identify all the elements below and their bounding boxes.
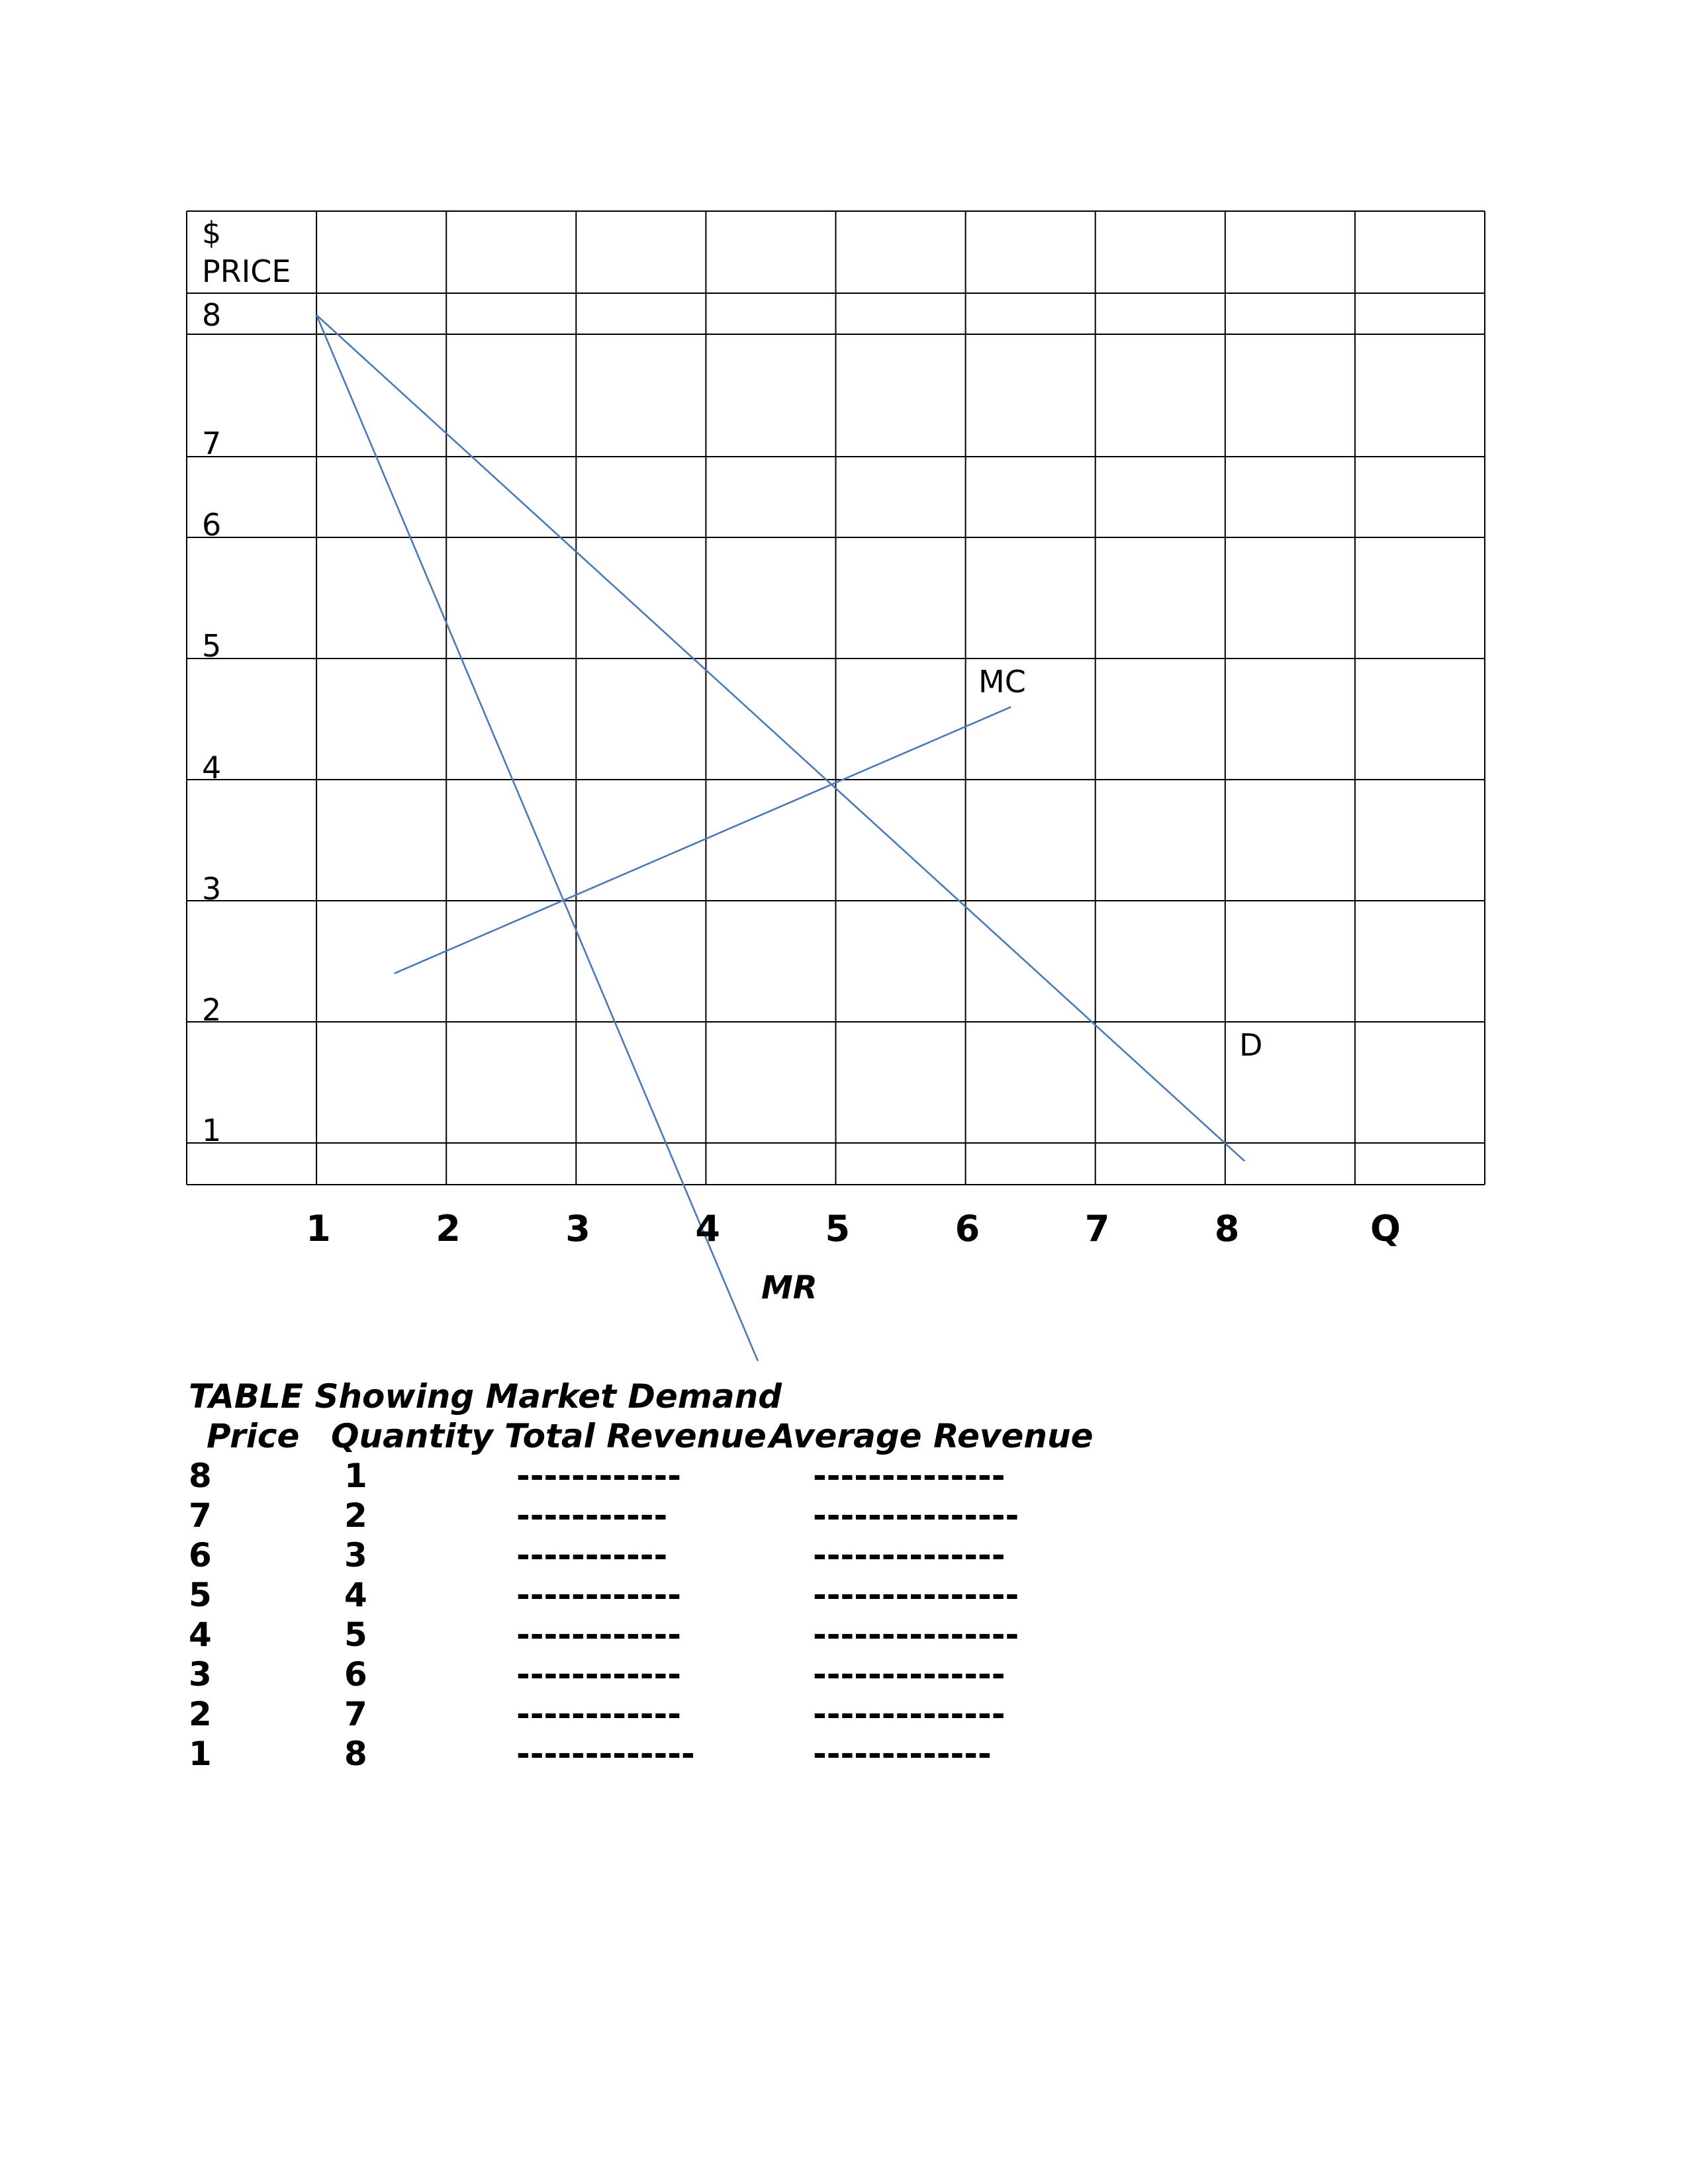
quantity-cell: 3 <box>344 1536 367 1574</box>
y-tick-label: 2 <box>202 992 222 1028</box>
mr-curve <box>316 315 758 1361</box>
y-tick-label: 5 <box>202 628 222 664</box>
quantity-column-header: Quantity <box>331 1417 493 1455</box>
total-revenue-cell: ------------ <box>516 1457 682 1495</box>
price-cell: 2 <box>189 1695 212 1733</box>
price-column-header: Price <box>207 1417 300 1455</box>
chart-curves <box>316 315 1244 1361</box>
quantity-cell: 6 <box>344 1655 367 1694</box>
x-axis-title: Q <box>1370 1208 1401 1250</box>
x-tick-label: 4 <box>695 1208 720 1250</box>
price-cell: 1 <box>189 1735 212 1773</box>
x-tick-label: 7 <box>1084 1208 1110 1250</box>
quantity-cell: 1 <box>344 1457 367 1495</box>
x-tick-label: 1 <box>306 1208 331 1250</box>
price-cell: 7 <box>189 1496 212 1535</box>
price-cell: 5 <box>189 1576 212 1614</box>
average-revenue-column-header: Average Revenue <box>769 1417 1094 1455</box>
total-revenue-cell: ------------ <box>516 1576 682 1614</box>
average-revenue-cell: --------------- <box>813 1615 1019 1654</box>
y-axis-title: PRICE <box>202 253 291 289</box>
average-revenue-cell: -------------- <box>813 1457 1006 1495</box>
total-revenue-cell: ------------- <box>516 1735 695 1773</box>
x-tick-label: 8 <box>1214 1208 1240 1250</box>
y-tick-label: 6 <box>202 507 222 543</box>
x-tick-label: 2 <box>436 1208 461 1250</box>
y-tick-label: 1 <box>202 1113 222 1148</box>
average-revenue-cell: -------------- <box>813 1536 1006 1574</box>
y-tick-label: 4 <box>202 750 222 786</box>
total-revenue-cell: ------------ <box>516 1655 682 1694</box>
price-cell: 8 <box>189 1457 212 1495</box>
average-revenue-cell: --------------- <box>813 1496 1019 1535</box>
mc-curve <box>395 707 1011 974</box>
y-tick-label: 3 <box>202 871 222 907</box>
total-revenue-cell: ------------ <box>516 1695 682 1733</box>
total-revenue-cell: ----------- <box>516 1496 668 1535</box>
quantity-cell: 2 <box>344 1496 367 1535</box>
total-revenue-cell: ----------- <box>516 1536 668 1574</box>
d-curve <box>316 315 1244 1161</box>
table-title: TABLE Showing Market Demand <box>189 1377 782 1416</box>
total-revenue-column-header: Total Revenue <box>504 1417 767 1455</box>
demand-curve-label: D <box>1239 1027 1263 1063</box>
price-cell: 3 <box>189 1655 212 1694</box>
quantity-cell: 5 <box>344 1615 367 1654</box>
price-cell: 4 <box>189 1615 212 1654</box>
quantity-cell: 4 <box>344 1576 367 1614</box>
total-revenue-cell: ------------ <box>516 1615 682 1654</box>
quantity-cell: 8 <box>344 1735 367 1773</box>
x-tick-label: 3 <box>565 1208 590 1250</box>
average-revenue-cell: ------------- <box>813 1735 992 1773</box>
quantity-cell: 7 <box>344 1695 367 1733</box>
chart-grid <box>187 211 1485 1185</box>
average-revenue-cell: --------------- <box>813 1576 1019 1614</box>
mc-curve-label: MC <box>978 664 1026 700</box>
average-revenue-cell: -------------- <box>813 1695 1006 1733</box>
x-tick-label: 5 <box>825 1208 851 1250</box>
price-cell: 6 <box>189 1536 212 1574</box>
y-axis-currency-label: $ <box>202 215 222 251</box>
average-revenue-cell: -------------- <box>813 1655 1006 1694</box>
y-tick-label: 8 <box>202 297 222 333</box>
x-tick-label: 6 <box>955 1208 980 1250</box>
y-tick-label: 7 <box>202 426 222 461</box>
mr-curve-label: MR <box>761 1269 818 1306</box>
